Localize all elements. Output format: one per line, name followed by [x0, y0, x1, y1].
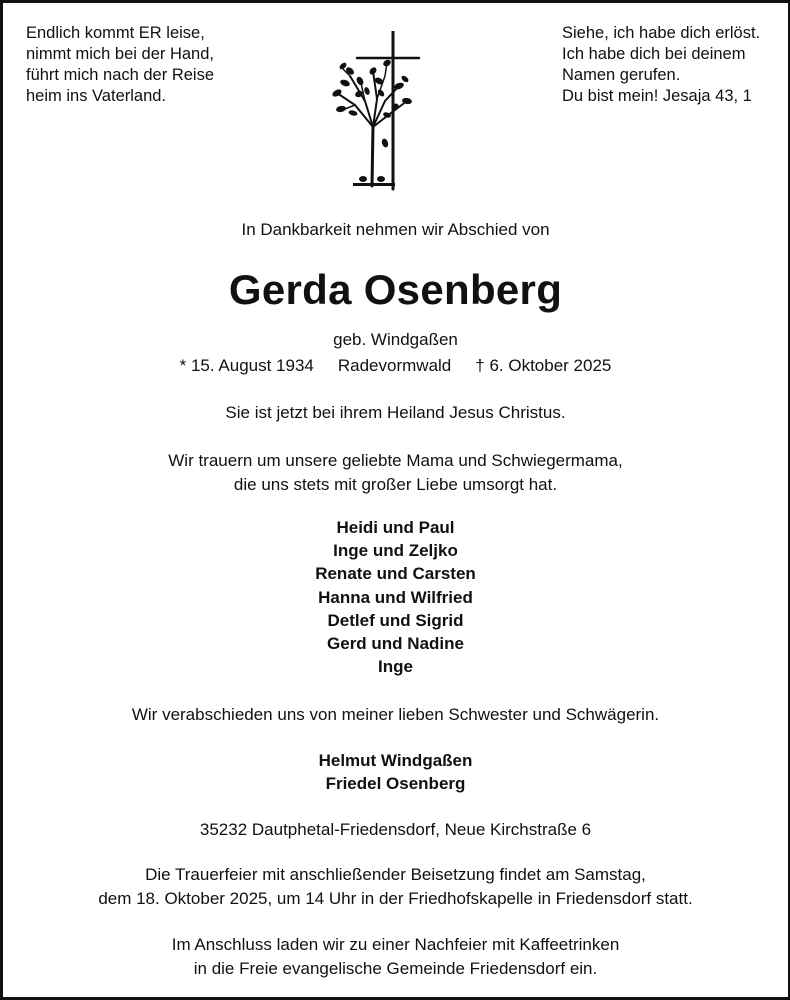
mourning-line: die uns stets mit großer Liebe umsorgt hat.	[233, 475, 558, 494]
family-member: Heidi und Paul	[336, 518, 455, 537]
tree-with-cross-icon	[315, 31, 425, 196]
family-member: Gerd und Nadine	[327, 634, 464, 654]
sibling: Friedel Osenberg	[325, 774, 466, 793]
reception-info	[3, 933, 788, 981]
verse-line: Endlich kommt ER leise,	[26, 24, 205, 42]
verse-line: Siehe, ich habe dich erlöst.	[562, 24, 761, 42]
verse-line: heim ins Vaterland.	[26, 87, 167, 105]
funeral-line: dem 18. Oktober 2025, um 14 Uhr in der Friedhofskapelle in Friedensdorf statt.	[98, 889, 693, 908]
family-member: Hanna und Wilfried	[318, 587, 473, 607]
verse-right	[562, 23, 760, 107]
intro-text: In Dankbarkeit nehmen wir Abschied von	[241, 220, 550, 239]
reception-line: Im Anschluss laden wir zu einer Nachfeier mit Kaffeetrinken	[171, 935, 620, 954]
verse-line: führt mich nach der Reise	[26, 66, 215, 84]
family-list	[3, 516, 788, 678]
verse-left	[26, 23, 214, 107]
mourning-line: Wir trauern um unsere geliebte Mama und Schwiegermama,	[168, 451, 623, 470]
funeral-info	[3, 863, 788, 911]
funeral-line: Die Trauerfeier mit anschließender Beisetzung findet am Samstag,	[145, 865, 646, 884]
life-dates	[3, 356, 788, 376]
reception-line: in die Freie evangelische Gemeinde Friedensdorf ein.	[193, 959, 598, 978]
family-member: Renate und Carsten	[315, 564, 476, 584]
verse-line: Du bist mein! Jesaja 43, 1	[562, 87, 752, 105]
verse-line: Ich habe dich bei deinem	[562, 45, 746, 63]
death-date: † 6. Oktober 2025	[475, 356, 612, 375]
siblings-message: Wir verabschieden uns von meiner lieben Schwester und Schwägerin.	[131, 705, 660, 724]
verse-line: nimmt mich bei der Hand,	[26, 45, 214, 63]
deceased-name: Gerda Osenberg	[228, 266, 563, 313]
family-member: Inge und Zeljko	[333, 541, 458, 561]
family-member: Inge	[378, 657, 413, 677]
mourning-text	[3, 449, 788, 497]
family-member: Detlef und Sigrid	[327, 610, 464, 630]
place: Radevormwald	[337, 356, 452, 375]
sibling: Helmut Windgaßen	[318, 751, 473, 770]
verse-line: Namen gerufen.	[562, 66, 681, 84]
siblings-list	[3, 749, 788, 795]
address: 35232 Dautphetal-Friedensdorf, Neue Kirchstraße 6	[199, 820, 592, 839]
maiden-name: geb. Windgaßen	[333, 330, 458, 349]
birth-date: * 15. August 1934	[179, 356, 314, 375]
faith-line: Sie ist jetzt bei ihrem Heiland Jesus Christus.	[225, 403, 566, 422]
